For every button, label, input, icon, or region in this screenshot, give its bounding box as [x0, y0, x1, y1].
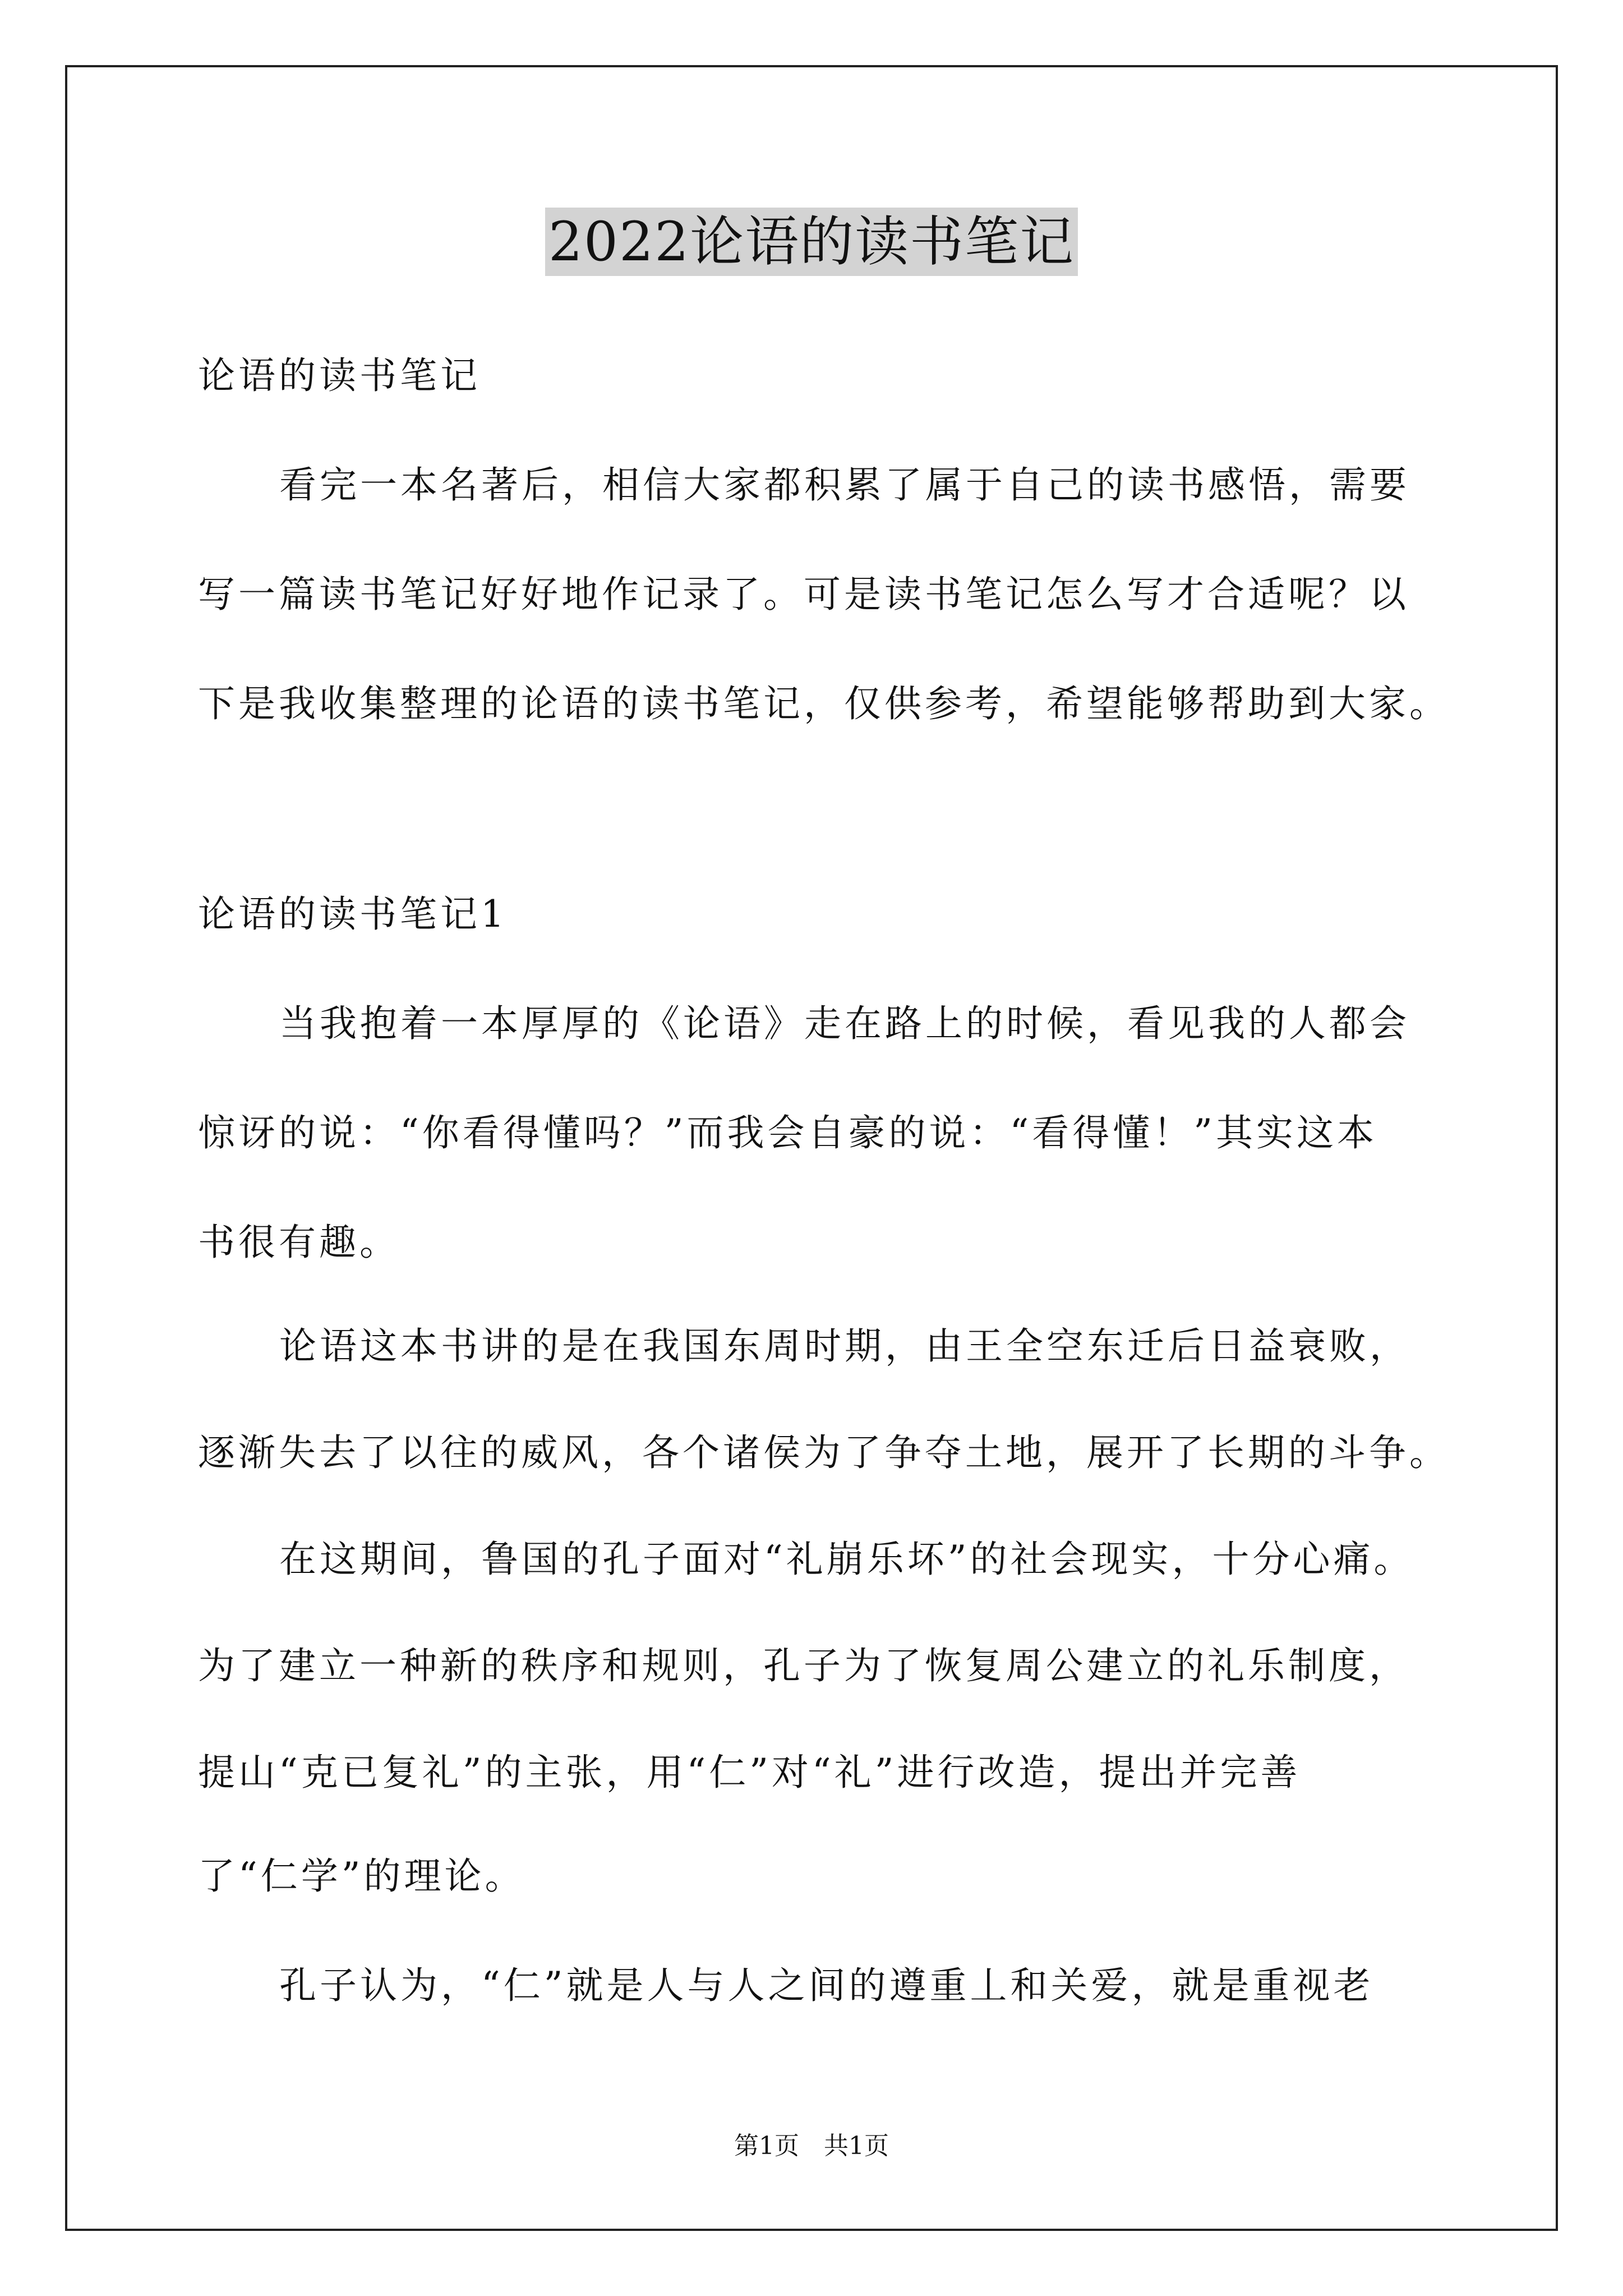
intro-heading: 论语的读书笔记	[198, 354, 481, 397]
paragraph-line: 惊讶的说：“你看得懂吗？”而我会自豪的说：“看得懂！”其实这本	[198, 1111, 1377, 1154]
paragraph-line: 孔子认为，“仁”就是人与人之间的遵重丄和关爱，就是重视老	[279, 1964, 1374, 2007]
paragraph-line: 为了建立一种新的秩序和规则，孔子为了恢复周公建立的礼乐制度，	[198, 1644, 1409, 1687]
paragraph-line: 看完一本名著后，相信大家都积累了属于自己的读书感悟，需要	[279, 463, 1410, 507]
paragraph-line: 逐渐失去了以往的威风，各个诸侯为了争夺土地，展开了长期的斗争。	[198, 1431, 1450, 1474]
paragraph-line: 论语这本书讲的是在我国东周时期，由王全空东迁后日益衰败，	[279, 1324, 1410, 1368]
paragraph-line: 当我抱着一本厚厚的《论语》走在路上的时候，看见我的人都会	[279, 1002, 1410, 1045]
section-heading: 论语的读书笔记1	[198, 892, 508, 936]
title-wrap	[0, 208, 1623, 276]
paragraph-line: 了“仁学”的理论。	[198, 1855, 525, 1898]
paragraph-line: 在这期间，鲁国的孔子面对“礼崩乐坏”的社会现实，十分心痛。	[279, 1538, 1414, 1581]
paragraph-line: 写一篇读书笔记好好地作记录了。可是读书笔记怎么写才合适呢？以	[198, 573, 1409, 616]
paragraph-line: 下是我收集整理的论语的读书笔记，仅供参考，希望能够帮助到大家。	[198, 682, 1450, 725]
paragraph-line: 书很有趣。	[198, 1221, 400, 1264]
paragraph-line: 提山“克已复礼”的主张，用“仁”对“礼”进行改造，提出并完善	[198, 1751, 1301, 1794]
document-title: 2022论语的读书笔记	[545, 208, 1078, 276]
page-footer: 第1页 共1页	[734, 2132, 889, 2160]
